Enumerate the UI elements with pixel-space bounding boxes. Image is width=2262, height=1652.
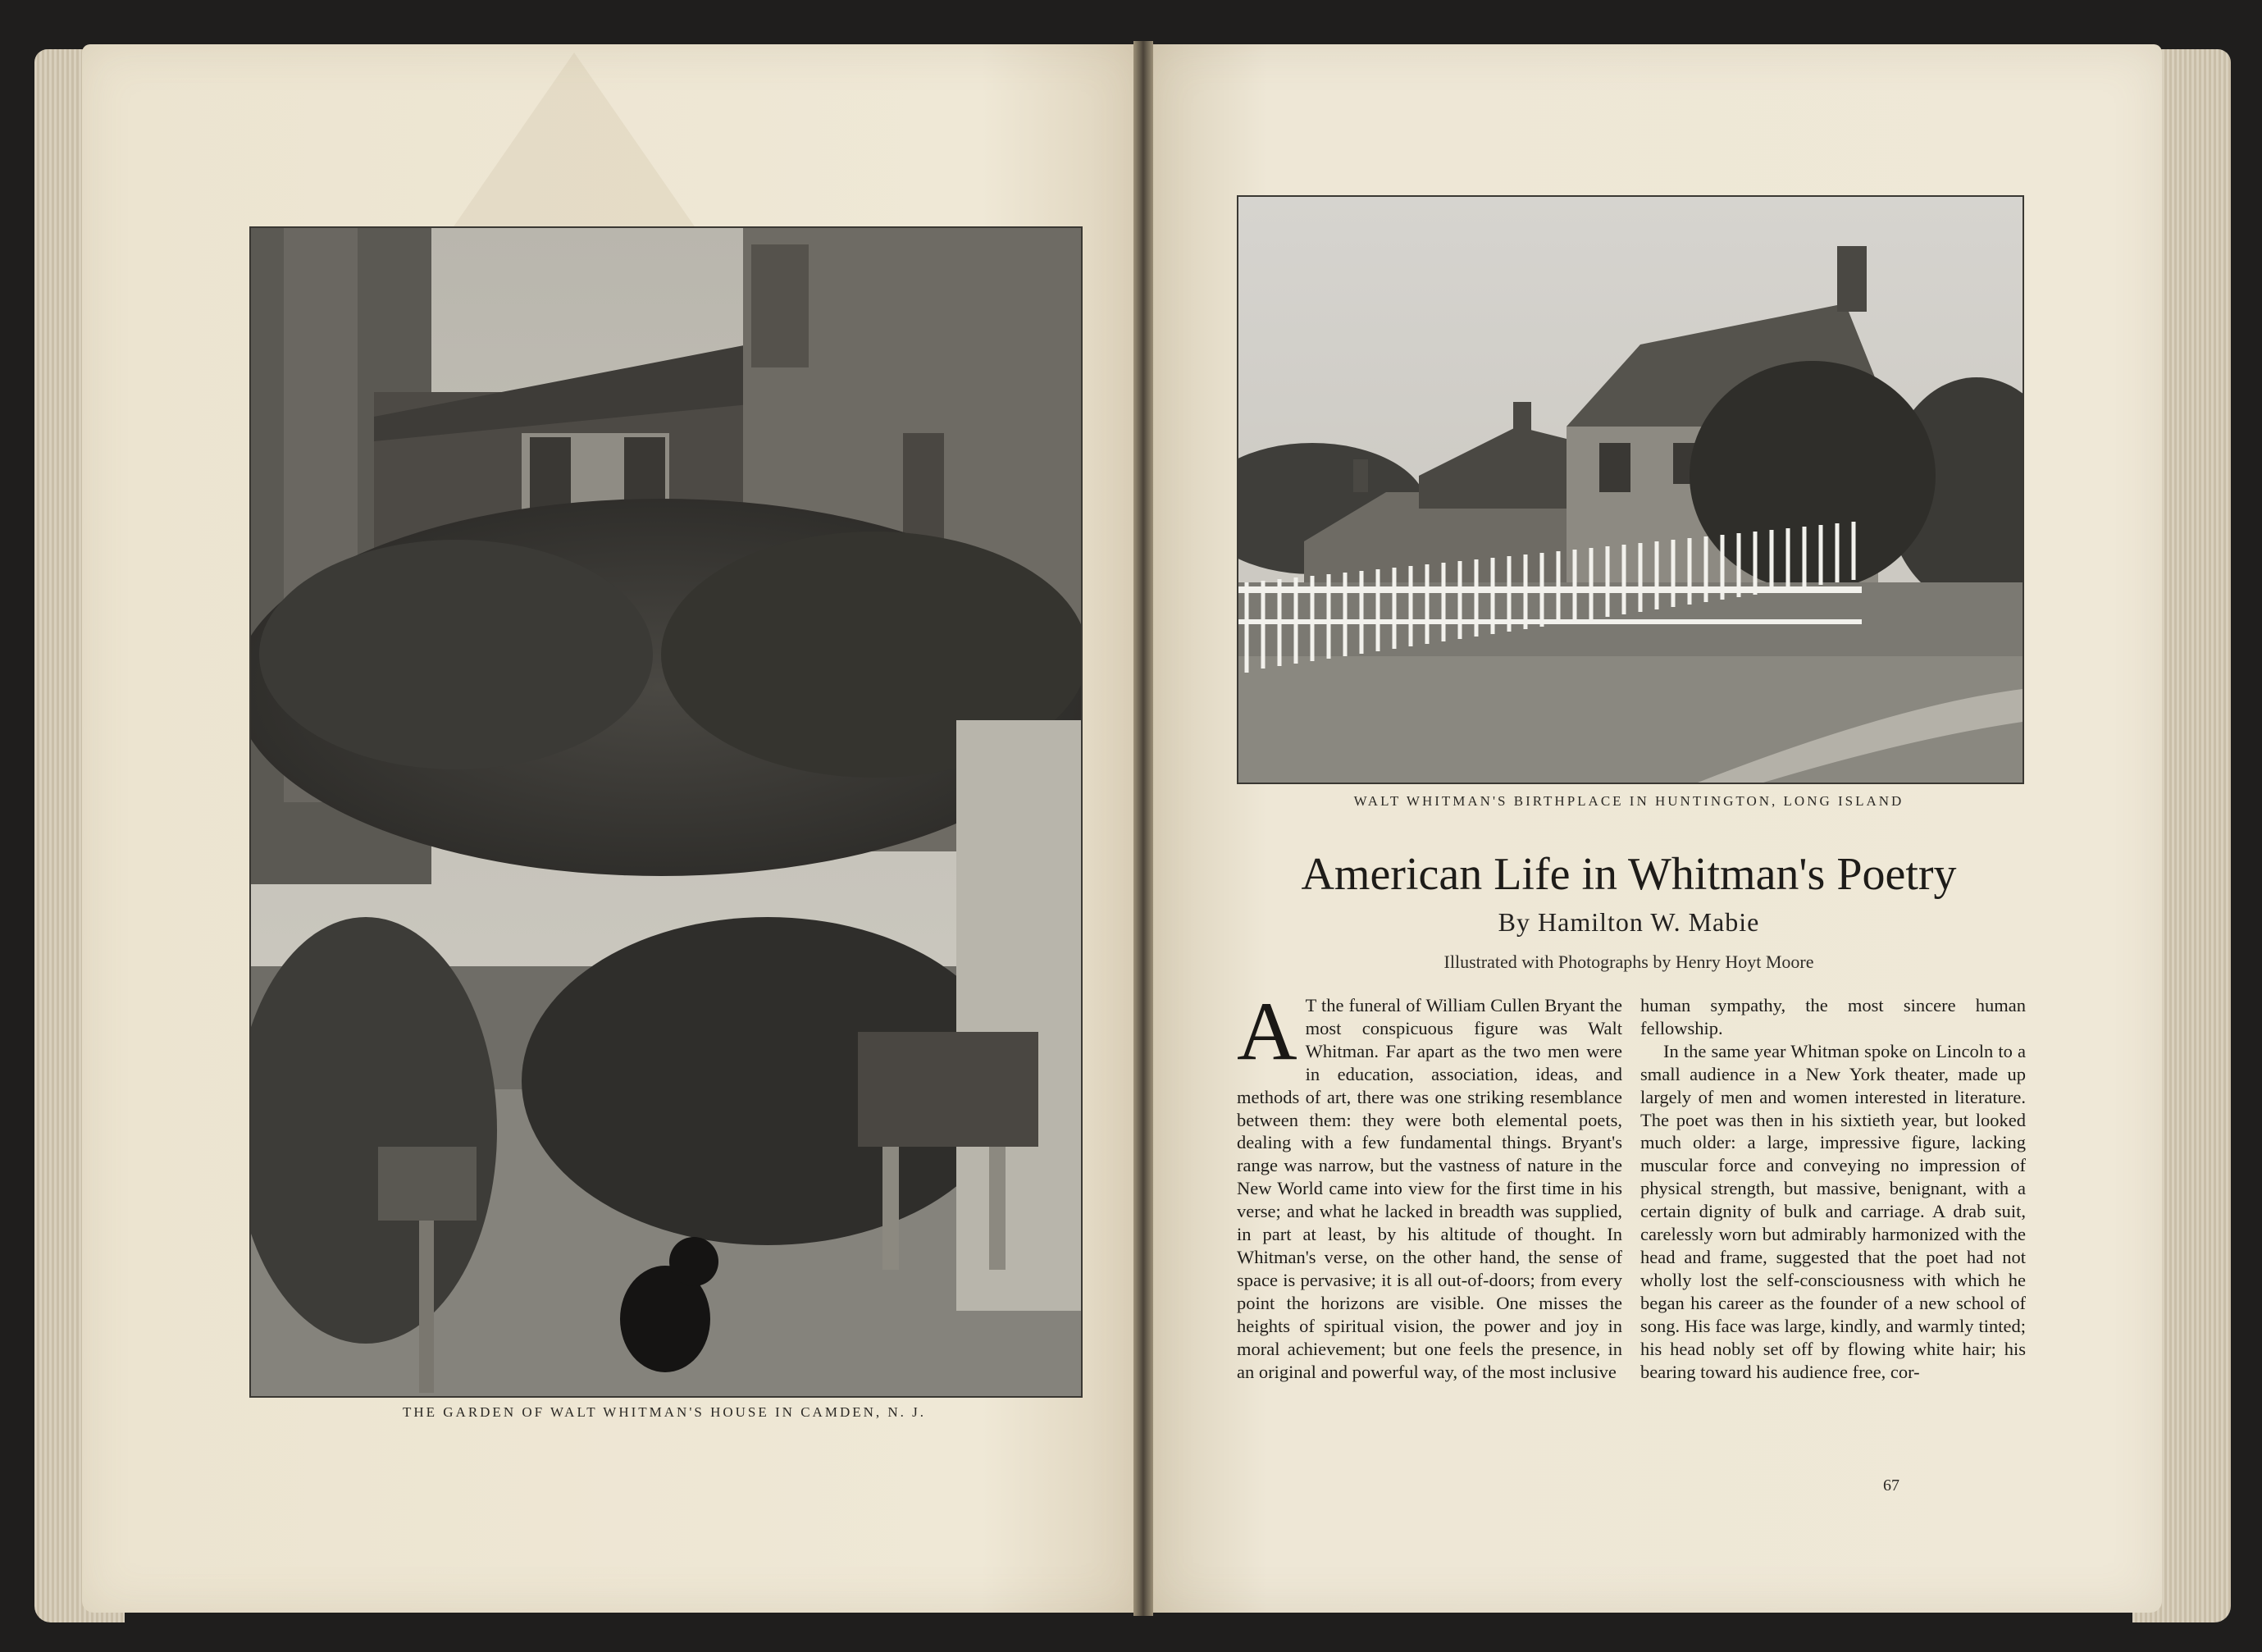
- book-gutter: [1133, 41, 1153, 1616]
- article-byline: By Hamilton W. Mabie: [1498, 907, 1760, 937]
- garden-photo-caption: THE GARDEN OF WALT WHITMAN'S HOUSE IN CAMDEN, N. J.: [402, 1404, 927, 1420]
- article-paragraph: In the same year Whitman spoke on Lincoln to a small audience in a New York theater, made up largely of men and women interested in literature. The poet was then in his sixtieth year, but looked much older: a large, impressive figure, lacking muscular force and conveying no impression of physical strength, but massive, benignant, with a certain dignity of bulk and carriage. A drab suit, carelessly worn but admirably harmonized with the head and frame, suggested that the poet had not wholly lost the self-consciousness with which he began his career as the founder of a new school of song. His face was large, kindly, and warmly tinted; his head nobly set off by flowing white hair; his bearing toward his audience free, cor-: [1640, 1040, 2026, 1382]
- illustration-credit: Illustrated with Photographs by Henry Hoyt Moore: [1443, 951, 1814, 972]
- birthplace-photo: [1237, 195, 2024, 784]
- page-number: 67: [1883, 1476, 1899, 1495]
- article-title: American Life in Whitman's Poetry: [1301, 849, 1957, 900]
- article-column-1: [1237, 985, 1622, 1383]
- article-column-2: [1640, 994, 2026, 1383]
- article-paragraph: human sympathy, the most sincere human fellowship.: [1640, 995, 2026, 1038]
- paragraph-text: T the funeral of William Cullen Bryant the most conspicuous figure was Walt Whitman. Far apart as the two men were in education, association, ideas, and methods of art, there was one striking resemblance between them: they were both elemental poets, dealing with a few fundamental things. Bryant's range was narrow, but the vastness of nature in the New World came into view for the first time in his verse; and what he lacked in breadth was supplied, in part at least, by his altitude of thought. In Whitman's verse, on the other hand, the sense of space is pervasive; it is all out-of-doors; from every point the horizons are visible. One misses the heights of spiritual vision, the power and joy in moral achievement; but one feels the presence, in an original and powerful way, of the most inclusive: [1237, 995, 1622, 1382]
- garden-photo: [249, 226, 1083, 1398]
- article-paragraph: [1237, 985, 1622, 1383]
- drop-cap: A: [1237, 985, 1297, 1078]
- birthplace-photo-caption: WALT WHITMAN'S BIRTHPLACE IN HUNTINGTON, LONG ISLAND: [1353, 793, 1904, 809]
